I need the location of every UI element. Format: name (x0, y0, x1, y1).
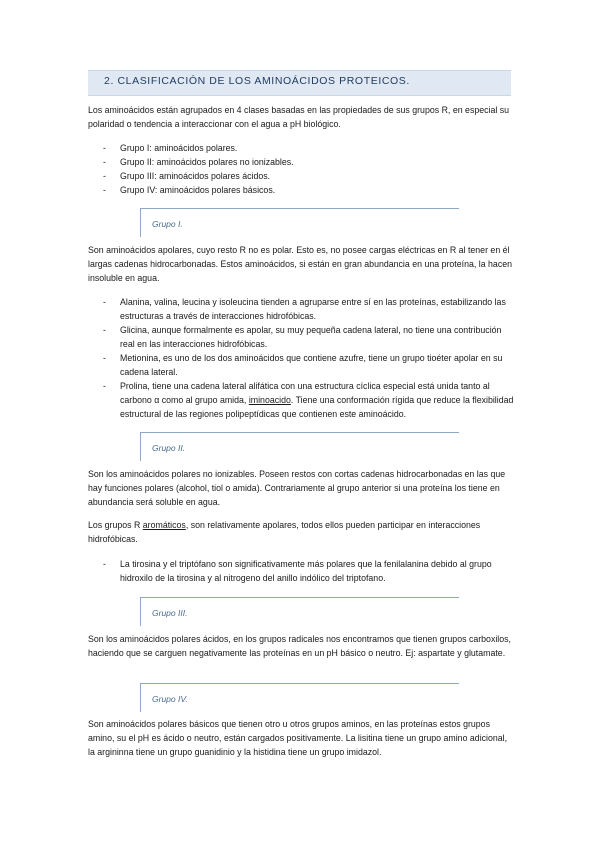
group-2-paragraph: Son los aminoácidos polares no ionizables. Poseen restos con cortas cadenas hidrocarbonadas en las que hay funciones polares (alcohol, tiol o amida). Contrariamente al grupo anterior si una proteína los tiene en abundancia será soluble en agua. (88, 469, 506, 508)
group-1-paragraph: Son aminoácidos apolares, cuyo resto R no es polar. Esto es, no posee cargas eléctricas en R al tener en él largas cadenas hidrocarbonadas. Estos aminoácidos, si están en gran abundancia en una proteína, la hacen insoluble en agua. (88, 245, 513, 284)
bullet-dash: - (103, 559, 106, 569)
aromaticos-text: Los grupos R (88, 520, 143, 530)
aromaticos-link[interactable]: aromáticos (142, 520, 186, 530)
group-1-heading (140, 208, 459, 237)
group-3-paragraph: Son los aminoácidos polares ácidos, en los grupos radicales nos encontramos que tienen grupos carboxilos, haciendo que se carguen negativamente las proteínas en un pH básico o neutro. Ej: aspartate y glutamate. (88, 634, 511, 659)
prolina-text-end: . Tiene una conformación rígida que reduce la flexibilidad estructural de las regiones polipeptídicas que contienen este aminoácido. (120, 395, 514, 420)
section-heading: 2. CLASIFICACIÓN DE LOS AMINOÁCIDOS PROTEICOS. (104, 75, 410, 87)
bullet-dash: - (103, 171, 106, 181)
group-2-heading (140, 432, 459, 461)
intro-paragraph: Los aminoácidos están agrupados en 4 clases basadas en las propiedades de sus grupos R, en especial su polaridad o tendencia a interaccionar con el agua a pH biológico. (88, 105, 510, 130)
group-3-heading (140, 597, 459, 626)
group-4-title: Grupo IV. (152, 694, 188, 704)
list-item-text: Alanina, valina, leucina y isoleucina tienden a agruparse entre sí en las proteínas, estabilizando las estructuras a través de interacciones hidrofóbicas. (120, 297, 506, 322)
list-item-text: Grupo IV: aminoácidos polares básicos. (120, 185, 276, 195)
list-item-text: Grupo III: aminoácidos polares ácidos. (120, 171, 271, 181)
list-item-text: Glicina, aunque formalmente es apolar, su muy pequeña cadena lateral, no tiene una contribución real en las interacciones hidrofóbicas. (120, 325, 502, 350)
bullet-dash: - (103, 381, 106, 391)
iminoacido-link[interactable]: iminoacido (248, 395, 291, 406)
group-2-title: Grupo II. (152, 443, 186, 453)
list-item-text: La tirosina y el triptófano son significativamente más polares que la fenilalanina debido al grupo hidroxilo de la tirosina y al nitrogeno del anillo indólico del triptofano. (120, 559, 492, 584)
list-item-text (120, 379, 515, 422)
list-item-text: Metionina, es uno de los dos aminoácidos que contiene azufre, tiene un grupo tioéter apolar en su cadena lateral. (120, 353, 503, 378)
bullet-dash: - (103, 325, 106, 335)
group-4-paragraph: Son aminoácidos polares básicos que tienen otro u otros grupos aminos, en las proteínas estos grupos amino, su el pH es ácido o neutro, están cargados positivamente. La lisitina tiene un grupo amino adicional, la argininna tiene un grupo guanidinio y la histidina tiene un grupo imidazol. (88, 719, 508, 758)
bullet-dash: - (103, 157, 106, 167)
prolina-text: Prolina, tiene una cadena lateral alifática con una estructura cíclica especial está unida tanto al carbono α como al grupo amida, (120, 381, 490, 406)
bullet-dash: - (103, 185, 106, 195)
aromaticos-text-end: , son relativamente apolares, todos ellos pueden participar en interacciones hidrofóbicas. (88, 520, 481, 545)
bullet-dash: - (103, 143, 106, 153)
group-1-title: Grupo I. (152, 219, 183, 229)
bullet-dash: - (103, 297, 106, 307)
bullet-dash: - (103, 353, 106, 363)
aromaticos-paragraph (88, 518, 514, 546)
group-4-heading (140, 683, 459, 712)
list-item-text: Grupo II: aminoácidos polares no ionizables. (120, 157, 294, 167)
list-item-text: Grupo I: aminoácidos polares. (120, 143, 238, 153)
group-3-title: Grupo III. (152, 608, 188, 618)
